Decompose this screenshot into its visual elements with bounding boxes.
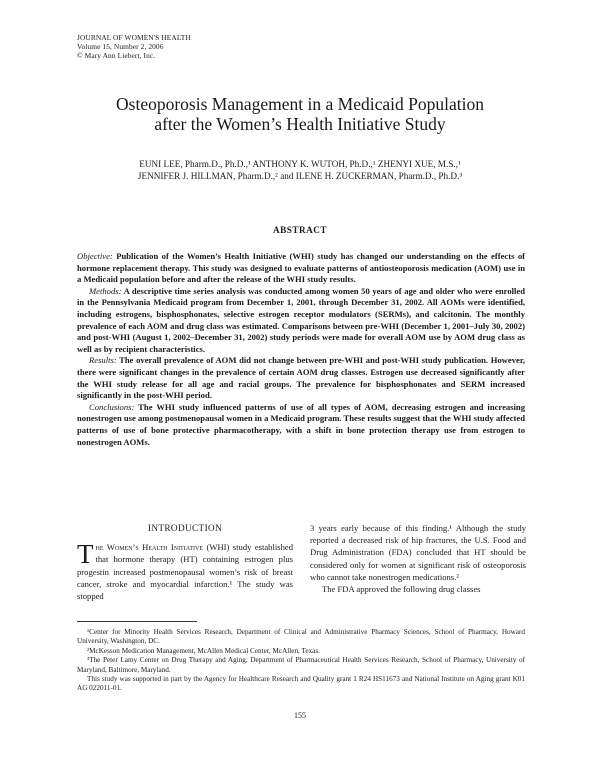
introduction-paragraph-1-text-left: (WHI) study established that hormone therapy (HT) containing estrogen plus progestin increased postmenopausal women’s risk of breast cancer, stroke and myocardial infarction.¹ The study was stopped — [77, 542, 294, 602]
author-line-2: JENNIFER J. HILLMAN, Pharm.D.,² and ILENE H. ZUCKERMAN, Pharm.D., Ph.D.³ — [137, 171, 463, 181]
abstract-objective-text: Publication of the Women’s Health Initiative (WHI) study has changed our understanding on the effects of hormone replacement therapy. This study was designed to evaluate patterns of antiosteoporosis medication (AOM) use in a Medicaid population before and after the release of the WHI study results. — [77, 251, 525, 285]
abstract-objective — [77, 251, 525, 286]
abstract-results-label: Results: — [89, 355, 117, 366]
abstract-methods-text: A descriptive time series analysis was conducted among women 50 years of age and older who were enrolled in the Pennsylvania Medicaid program from December 1, 2001, through December 31, 2002. All AOMs were identified, including estrogens, bisphosphonates, selective estrogen receptor modulators (SERMs), and calcitonin. The monthly prevalence of each AOM and drug class was estimated. Comparisons between pre-WHI (December 1, 2001–July 30, 2002) and post-WHI (August 1, 2002–December 31, 2002) study periods were made for overall AOM use by AOM drug class as well as by recipient characteristics. — [77, 285, 525, 354]
abstract-results — [77, 355, 525, 401]
abstract-methods — [77, 286, 525, 356]
footnotes — [77, 628, 525, 694]
journal-volume: Volume 15, Number 2, 2006 — [77, 42, 164, 51]
abstract-conclusions-text: The WHI study influenced patterns of use of all types of AOM, decreasing estrogen and increasing nonestrogen use among postmenopausal women in a Medicaid program. These results suggest that the WHI study affected patterns of use of bone protective pharmacotherapy, with a shift in bone protection therapy use from estrogen to nonestrogen AOMs. — [77, 401, 525, 447]
abstract-body — [77, 251, 525, 448]
body-column-right — [310, 522, 526, 595]
introduction-paragraph-1-start — [77, 541, 293, 602]
footnote-1: ¹Center for Minority Health Services Research, Department of Clinical and Administrative Pharmacy Sciences, School of Pharmacy, Howard University, Washington, DC. — [77, 628, 525, 646]
body-column-left — [77, 522, 293, 602]
journal-name: JOURNAL OF WOMEN'S HEALTH — [77, 33, 191, 42]
article-title-line-2: after the Women’s Health Initiative Study — [154, 114, 446, 134]
footnote-3: ³The Peter Lamy Center on Drug Therapy and Aging, Department of Pharmaceutical Health Services Research, School of Pharmacy, University of Maryland, Baltimore, Maryland. — [77, 656, 525, 674]
abstract-conclusions-label: Conclusions: — [89, 401, 135, 412]
introduction-heading: INTRODUCTION — [147, 523, 223, 533]
author-list — [40, 158, 560, 182]
page-number: 155 — [294, 711, 306, 720]
footnote-rule — [77, 621, 197, 622]
abstract-objective-label: Objective: — [77, 251, 113, 261]
author-line-1: EUNI LEE, Pharm.D., Ph.D.,¹ ANTHONY K. WUTOH, Ph.D.,¹ ZHENYI XUE, M.S.,¹ — [139, 159, 461, 169]
journal-header — [77, 33, 191, 60]
introduction-paragraph-1-text-right: 3 years early because of this finding.¹ Although the study reported a decreased risk of hip fractures, the U.S. Food and Drug Administration (FDA) concluded that HT should be considered only for women at significant risk of osteoporosis who cannot take nonestrogen medications.² — [310, 523, 526, 582]
abstract-methods-label: Methods: — [89, 285, 122, 296]
journal-copyright: © Mary Ann Liebert, Inc. — [77, 51, 156, 60]
abstract-heading: ABSTRACT — [272, 225, 328, 235]
abstract-results-text: The overall prevalence of AOM did not change between pre-WHI and post-WHI study publication. However, there were significant changes in the prevalence of certain AOM drug classes. Estrogen use decreased significantly after the WHI study release for all age and racial groups. The prevalence for bisphosphonates and SERM increased significantly in the post-WHI period. — [77, 355, 525, 401]
footnote-2: ²McKesson Medication Management, McAllen Medical Center, McAllen, Texas. — [87, 646, 320, 655]
article-title — [60, 94, 540, 134]
introduction-paragraph-1-end — [310, 522, 526, 583]
footnote-funding: This study was supported in part by the Agency for Healthcare Research and Quality grant 1 R24 HS11673 and National Institute on Aging grant K01 AG 022011-01. — [77, 675, 525, 693]
introduction-smallcaps: he Women’s Health Initiative — [95, 542, 204, 553]
introduction-paragraph-2: The FDA approved the following drug classes — [322, 584, 481, 595]
drop-cap: T — [77, 539, 94, 570]
abstract-conclusions — [77, 402, 525, 448]
article-title-line-1: Osteoporosis Management in a Medicaid Population — [116, 94, 484, 114]
